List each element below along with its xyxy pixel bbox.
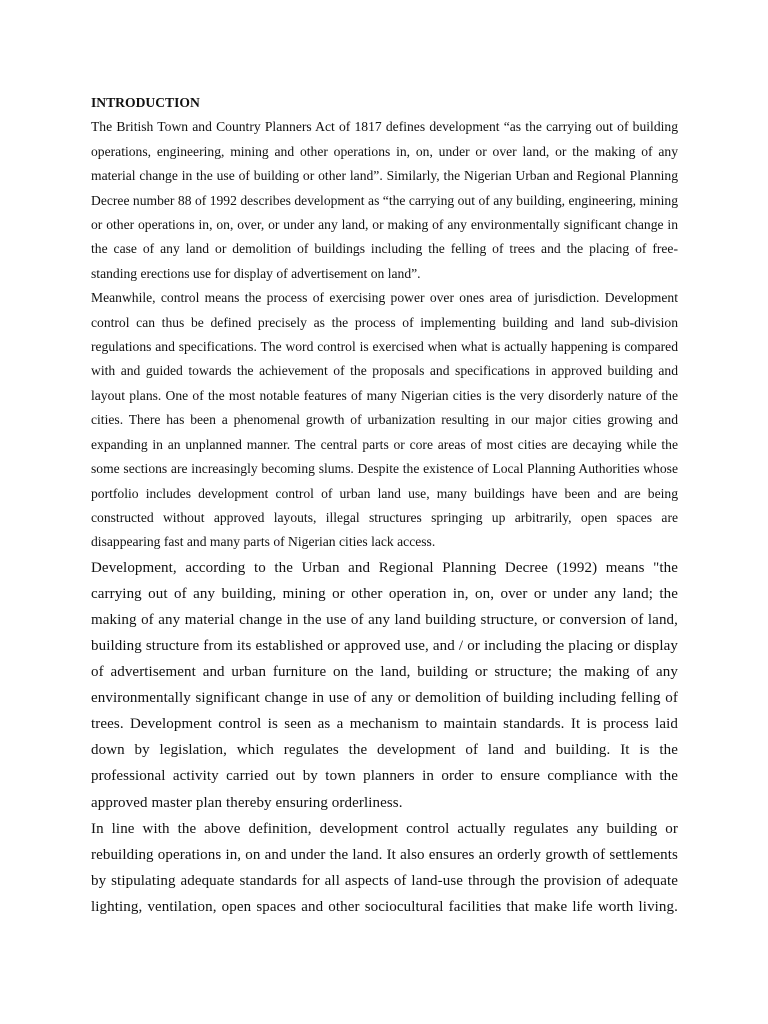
section-heading: INTRODUCTION — [91, 95, 200, 110]
paragraph-definition-act: The British Town and Country Planners Act of 1817 defines development “as the carrying out of building operations, engineering, mining and other operations in, on, under or over land, or the making of any material change in the use of building or other land”. Similarly, the Nigerian Urban and Regional Planning Decree number 88 of 1992 describes development as “the carrying out of any building, engineering, mining or other operations in, on, over, or under any land, or making of any environmentally significant change in the case of any land or demolition of buildings including the felling of trees and the placing of free-standing erections use for display of advertisement on land”. — [91, 119, 678, 281]
paragraph-regulation: In line with the above definition, development control actually regulates any building or rebuilding operations in, on and under the land. It also ensures an orderly growth of settlements by stipulating adequate standards for all aspects of land-use through the provision of adequate lighting, ventilation, open spaces and other sociocultural facilities that make life worth living. — [91, 820, 678, 915]
document-body — [91, 91, 678, 920]
paragraph-control-meaning: Meanwhile, control means the process of exercising power over ones area of jurisdiction. Development control can thus be defined precisely as the process of implementing building and land sub-division regulations and specifications. The word control is exercised when what is actually happening is compared with and guided towards the achievement of the proposals and specifications in approved building and layout plans. One of the most notable features of many Nigerian cities is the very disorderly nature of the cities. There has been a phenomenal growth of urbanization resulting in our major cities growing and expanding in an unplanned manner. The central parts or core areas of most cities are decaying while the some sections are increasingly becoming slums. Despite the existence of Local Planning Authorities whose portfolio includes development control of urban land use, many buildings have been and are being constructed without approved layouts, illegal structures springing up arbitrarily, open spaces are disappearing fast and many parts of Nigerian cities lack access. — [91, 290, 678, 550]
paragraph-decree-definition: Development, according to the Urban and Regional Planning Decree (1992) means "the carrying out of any building, mining or other operation in, on, over or under any land; the making of any material change in the use of any land building structure, or conversion of land, building structure from its established or approved use, and / or including the placing or display of advertisement and urban furniture on the land, building or structure; the making of any environmentally significant change in use of any or demolition of building including felling of trees. Development control is seen as a mechanism to maintain standards. It is process laid down by legislation, which regulates the development of land and building. It is the professional activity carried out by town planners in order to ensure compliance with the approved master plan thereby ensuring orderliness. — [91, 559, 678, 811]
